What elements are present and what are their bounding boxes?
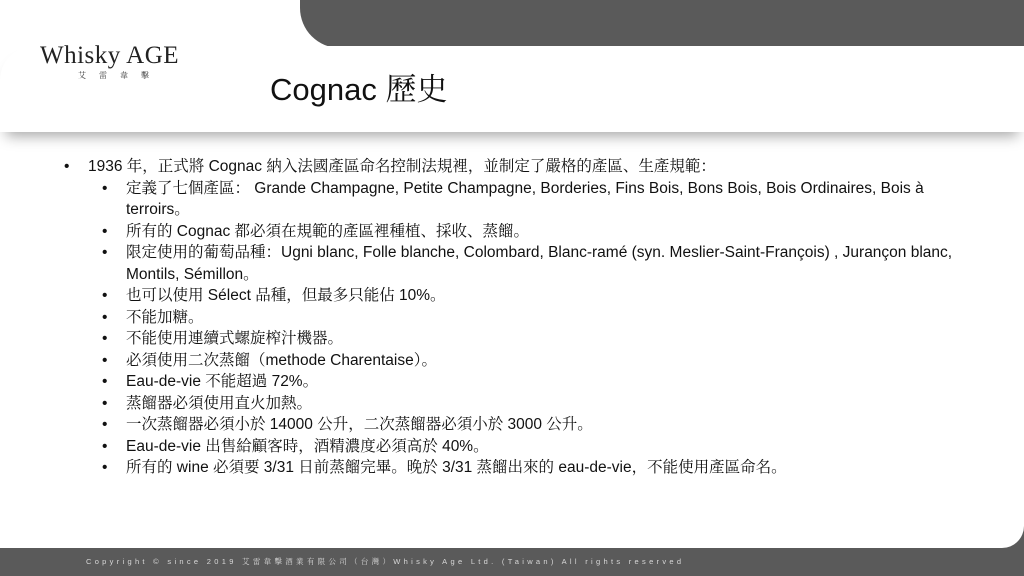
bullet-dot: •	[102, 459, 108, 476]
sub-bullet-text: 不能使用連續式螺旋榨汁機器。	[126, 330, 344, 347]
bullet-dot: •	[102, 394, 108, 412]
slide-content	[62, 156, 962, 479]
bullet-dot: •	[102, 244, 108, 261]
sub-bullet-text: 蒸餾器必須使用直火加熱。	[126, 394, 313, 412]
sub-bullet	[62, 285, 962, 307]
bullet-dot: •	[102, 351, 108, 369]
sub-bullet	[62, 414, 962, 436]
sub-bullet-text: Eau-de-vie 不能超過 72%。	[126, 373, 319, 390]
sub-bullet	[62, 393, 962, 415]
copyright-footer: Copyright © since 2019 艾雷韋擊酒業有限公司（台灣）Whisky Age Ltd. (Taiwan) All rights reserved	[86, 557, 685, 566]
sub-bullet	[62, 328, 962, 350]
sub-bullet-text: 也可以使用 Sélect 品種，但最多只能佔 10%。	[126, 287, 446, 304]
sub-bullet-text: Eau-de-vie 出售給顧客時，酒精濃度必須高於 40%。	[126, 437, 489, 455]
sub-bullet	[62, 350, 962, 372]
sub-bullet	[62, 371, 962, 393]
sub-bullet	[62, 221, 962, 243]
sub-bullet	[62, 178, 962, 221]
sub-bullet	[62, 307, 962, 329]
sub-bullet-text: 不能加糖。	[126, 308, 204, 326]
sub-bullet	[62, 457, 962, 479]
sub-bullet-text: 所有的 wine 必須要 3/31 日前蒸餾完畢。晚於 3/31 蒸餾出來的 eau-de-vie，不能使用產區命名。	[126, 459, 787, 476]
bullet-dot: •	[102, 416, 108, 433]
logo-sub-text: 艾雷韋擊	[78, 71, 162, 80]
bullet-dot: •	[102, 373, 108, 390]
bullet-dot: •	[102, 179, 108, 197]
bullet-dot: •	[102, 330, 108, 347]
sub-bullet-list	[62, 178, 962, 479]
top-dark-band	[300, 0, 1024, 48]
main-bullet	[62, 156, 962, 178]
bullet-dot: •	[102, 222, 108, 240]
bullet-dot: •	[102, 287, 108, 304]
sub-bullet-text: 必須使用二次蒸餾（methode Charentaise）。	[126, 351, 437, 369]
sub-bullet-text: 所有的 Cognac 都必須在規範的產區裡種植、採收、蒸餾。	[126, 222, 530, 240]
main-bullet-text: 1936 年，正式將 Cognac 納入法國產區命名控制法規裡，並制定了嚴格的產區、生產規範：	[88, 158, 716, 175]
bullet-dot: •	[102, 308, 108, 326]
bullet-dot: •	[102, 437, 108, 455]
logo-main-text: Whisky AGE	[40, 42, 180, 69]
sub-bullet-text: 一次蒸餾器必須小於 14000 公升，二次蒸餾器必須小於 3000 公升。	[126, 416, 593, 433]
bullet-dot: •	[64, 158, 70, 175]
sub-bullet	[62, 242, 962, 285]
logo	[40, 42, 210, 82]
sub-bullet-text: 定義了七個產區： Grande Champagne, Petite Champagne, Borderies, Fins Bois, Bons Bois, Bois Ordinaires, Bois à terroirs。	[126, 179, 924, 218]
page-title: Cognac 歷史	[270, 72, 448, 107]
sub-bullet	[62, 436, 962, 458]
sub-bullet-text: 限定使用的葡萄品種：Ugni blanc, Folle blanche, Colombard, Blanc-ramé (syn. Meslier-Saint-François) , Jurançon blanc, Montils, Sémillon。	[126, 244, 953, 283]
